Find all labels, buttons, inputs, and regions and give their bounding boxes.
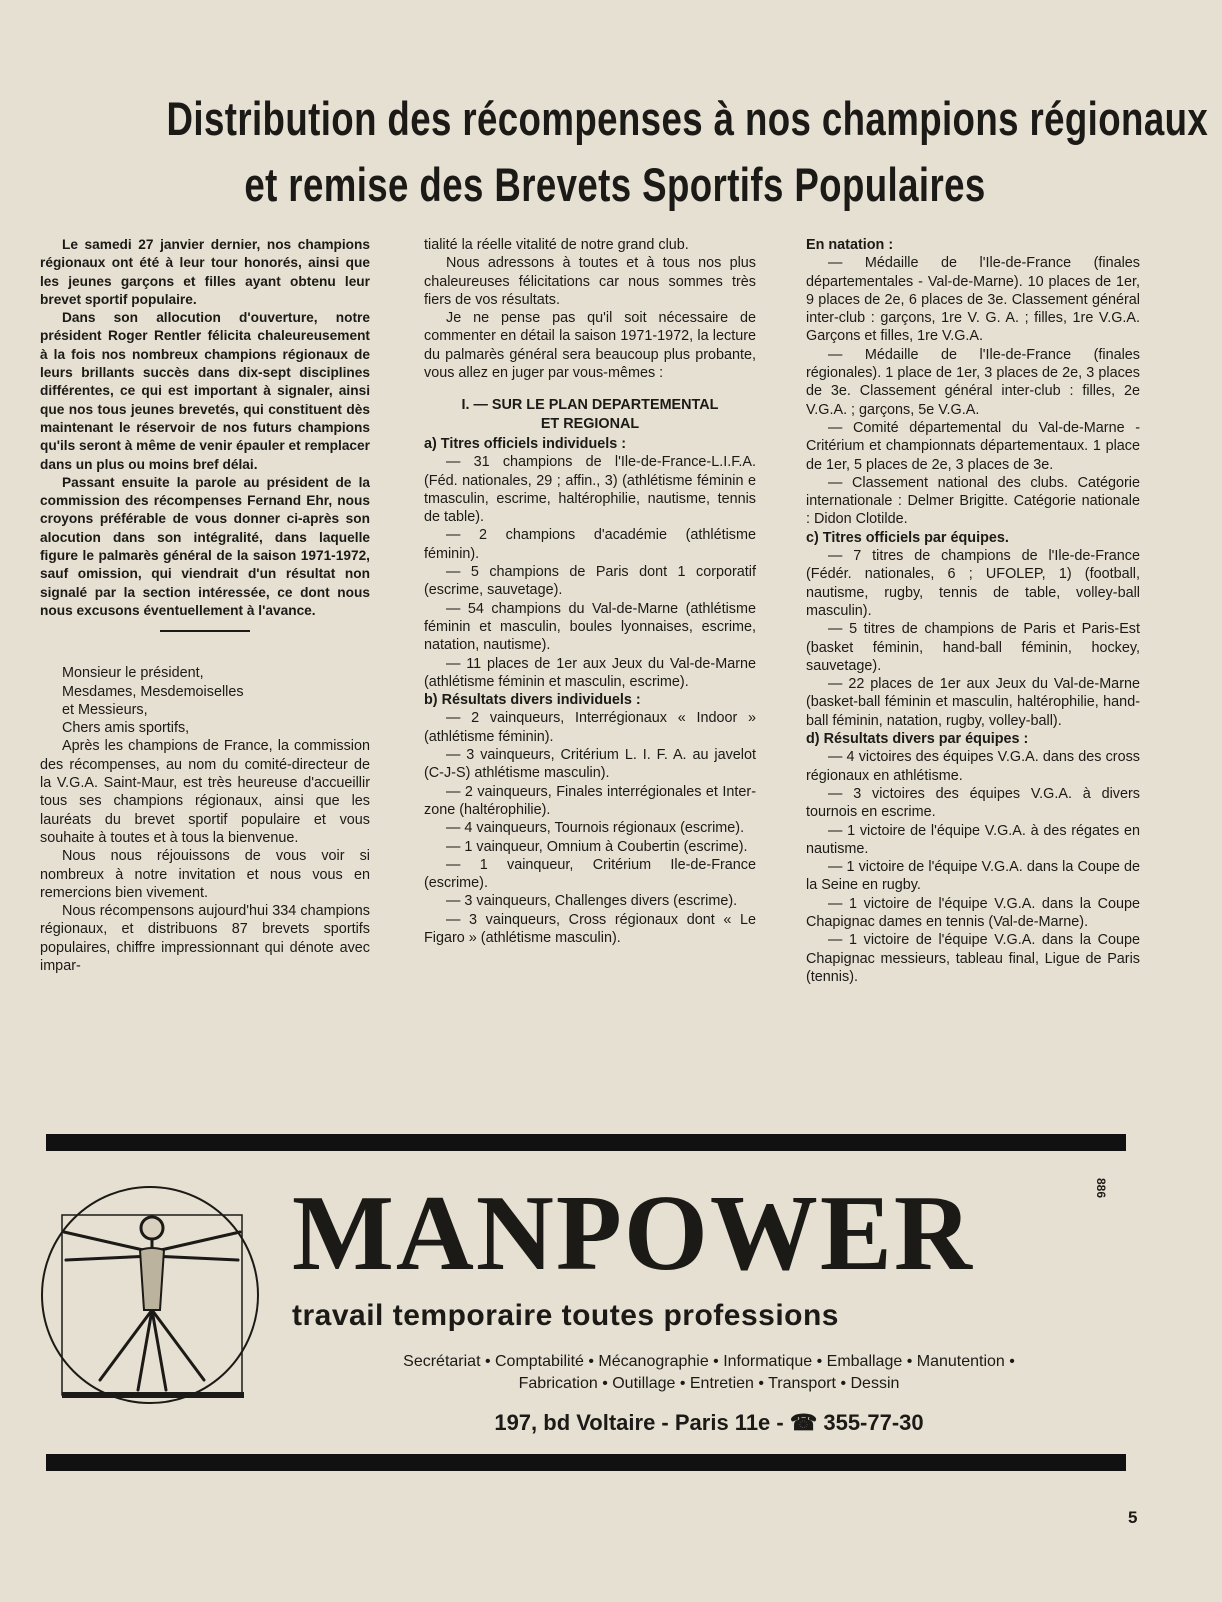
ad-bottom-rule <box>46 1454 1126 1471</box>
intro-paragraph: Passant ensuite la parole au président de la commission des récompenses Fernand Ehr, nous croyons préférable de vous donner ci-après son alocution dans son intégralité, dans laquelle figure le palmarès général de la saison 1971-1972, sauf omission, qui viendrait d'un résultat non signalé par la section intéressée, ce dont nous nous excusons éventuellement à l'avance. <box>40 474 370 618</box>
letter-paragraph: Nous récompensons aujourd'hui 334 champions régionaux, et distribuons 87 brevets sportifs populaires, chiffre impressionnant qui dénote avec impar- <box>40 903 370 974</box>
result-item: — 22 places de 1er aux Jeux du Val-de-Marne (basket-ball féminin et masculin, haltérophilie, hand-ball féminin, natation, rugby, volley-ball). <box>806 676 1140 729</box>
result-item: — 1 victoire de l'équipe V.G.A. dans la Coupe Chapignac messieurs, tableau final, Ligue de Paris (tennis). <box>806 932 1140 985</box>
separator-line <box>160 630 250 632</box>
column-3 <box>806 236 1140 986</box>
result-item: — 1 victoire de l'équipe V.G.A. dans la Coupe de la Seine en rugby. <box>806 859 1140 894</box>
ad-top-rule <box>46 1134 1126 1151</box>
salutation-line: et Messieurs, <box>62 701 148 718</box>
result-item: — 7 titres de champions de l'Ile-de-France (Fédér. nationales, 6 ; UFOLEP, 1) (football, nautisme, rugby, tennis de table, volley-ball masculin). <box>806 548 1140 619</box>
ad-address: 197, bd Voltaire - Paris 11e - ☎ 355-77-30 <box>494 1410 924 1435</box>
result-item: — 2 vainqueurs, Interrégionaux « Indoor » (athlétisme féminin). <box>424 710 756 745</box>
title-line-2: et remise des Brevets Sportifs Populaires <box>244 158 986 211</box>
result-item: — 1 vainqueur, Omnium à Coubertin (escrime). <box>446 838 748 855</box>
result-item: — 54 champions du Val-de-Marne (athlétisme féminin et masculin, boules lyonnaises, escrime, natation, nautisme). <box>424 600 756 654</box>
subsection-heading: a) Titres officiels individuels : <box>424 435 627 452</box>
section-heading-line-2: ET REGIONAL <box>540 415 640 432</box>
subsection-heading: b) Résultats divers individuels : <box>424 692 641 709</box>
salutation-line: Monsieur le président, <box>62 665 204 682</box>
result-item: — Médaille de l'Ile-de-France (finales régionales). 1 place de 1er, 3 places de 2e, 3 places de 3e. Classement général inter-club : filles, 2e V.G.A. ; garçons, 5e V.G.A. <box>806 346 1140 418</box>
intro-paragraph: Dans son allocution d'ouverture, notre président Roger Rentler félicita chaleureusement à la fois nos nombreux champions régionaux de leurs brillants succès dans dix-sept disciplines différentes, ce qui est important à signaler, ainsi que nos tous jeunes brevetés, qui constituent dès maintenant le réservoir de nos futurs champions qu'ils seront à même de venir épauler et remplacer dans un plus ou moins bref délai. <box>40 310 370 472</box>
article-title <box>166 86 1209 218</box>
ad-services-line-1: Secrétariat • Comptabilité • Mécanographie • Informatique • Emballage • Manutention • <box>403 1353 1015 1370</box>
letter-paragraph: tialité la réelle vitalité de notre grand club. <box>424 237 689 253</box>
result-item: — Médaille de l'Ile-de-France (finales départementales - Val-de-Marne). 10 places de 1er, 9 places de 2e, 6 places de 3e. Classement général inter-club : garçons, 1re V. G. A. ; filles, 1re V.G.A. Garçons et filles, 1re V.G.A. <box>806 255 1140 345</box>
ad-tagline: travail temporaire toutes professions <box>292 1299 839 1332</box>
result-item: — 2 champions d'académie (athlétisme féminin). <box>424 527 756 562</box>
column-2 <box>424 236 756 947</box>
letter-paragraph: Je ne pense pas qu'il soit nécessaire de commenter en détail la saison 1971-1972, la lecture du palmarès général sera beaucoup plus probante, vous allez en juger par vous-mêmes : <box>424 310 756 382</box>
salutation-line: Mesdames, Mesdemoiselles <box>62 683 244 700</box>
intro-paragraph: Le samedi 27 janvier dernier, nos champions régionaux ont été à leur tour honorés, ainsi que les jeunes garçons et filles ayant obtenu leur brevet sportif populaire. <box>40 237 370 307</box>
result-item: — 2 vainqueurs, Finales interrégionales et Inter-zone (haltérophilie). <box>424 783 756 818</box>
result-item: — 5 champions de Paris dont 1 corporatif (escrime, sauvetage). <box>424 564 756 599</box>
salutation-line: Chers amis sportifs, <box>62 720 190 737</box>
ad-services <box>292 1351 1126 1395</box>
title-line-1: Distribution des récompenses à nos champions régionaux <box>166 92 1209 145</box>
ad-services-line-2: Fabrication • Outillage • Entretien • Transport • Dessin <box>518 1375 900 1392</box>
result-item: — 4 victoires des équipes V.G.A. dans des cross régionaux en athlétisme. <box>806 749 1140 784</box>
result-item: — 3 vainqueurs, Challenges divers (escrime). <box>446 893 738 910</box>
result-item: — 4 vainqueurs, Tournois régionaux (escrime). <box>446 820 745 837</box>
subsection-heading: En natation : <box>806 237 894 253</box>
result-item: — 3 vainqueurs, Cross régionaux dont « Le Figaro » (athlétisme masculin). <box>424 911 756 946</box>
result-item: — 31 champions de l'Ile-de-France-L.I.F.A. (Féd. nationales, 29 ; affin., 3) (athlétisme féminin e tmasculin, escrime, haltérophilie, nautisme, tennis de table). <box>424 454 756 526</box>
section-heading-line-1: I. — SUR LE PLAN DEPARTEMENTAL <box>461 397 719 414</box>
result-item: — 1 victoire de l'équipe V.G.A. à des régates en nautisme. <box>806 822 1140 857</box>
letter-paragraph: Après les champions de France, la commission des récompenses, au nom du comité-directeur de la V.G.A. Saint-Maur, est très heureuse d'accueillir tous ses champions régionaux, ainsi que les lauréats du brevet sportif populaire et vous souhaite à toutes et à tous la bienvenue. <box>40 738 370 846</box>
result-item: — 3 victoires des équipes V.G.A. à divers tournois en escrime. <box>806 785 1140 821</box>
result-item: — 3 vainqueurs, Critérium L. I. F. A. au javelot (C-J-S) athlétisme masculin). <box>424 747 756 782</box>
column-1 <box>40 236 370 975</box>
ad-brand-name: MANPOWER <box>292 1174 974 1293</box>
vitruvian-man-logo <box>40 1170 270 1410</box>
letter-paragraph: Nous nous réjouissons de vous voir si nombreux à notre invitation et nous vous en remercions bien vivement. <box>40 848 370 901</box>
result-item: — 1 victoire de l'équipe V.G.A. dans la Coupe Chapignac dames en tennis (Val-de-Marne). <box>806 895 1140 930</box>
subsection-heading: c) Titres officiels par équipes. <box>806 529 1009 546</box>
section-heading <box>424 396 756 433</box>
result-item: — 11 places de 1er aux Jeux du Val-de-Marne (athlétisme féminin et masculin, escrime). <box>424 655 756 690</box>
result-item: — 5 titres de champions de Paris et Paris-Est (basket féminin, hand-ball féminin, hockey, sauvetage). <box>806 621 1140 674</box>
result-item: — Comité départemental du Val-de-Marne - Critérium et championnats départementaux. 1 place de 1er, 5 places de 2e, 3 places de 3e. <box>806 419 1140 473</box>
result-item: — Classement national des clubs. Catégorie internationale : Delmer Brigitte. Catégorie nationale : Didon Clotilde. <box>806 474 1140 528</box>
result-item: — 1 vainqueur, Critérium Ile-de-France (escrime). <box>424 856 756 892</box>
subsection-heading: d) Résultats divers par équipes : <box>806 731 1029 748</box>
page-number: 5 <box>1128 1508 1138 1527</box>
letter-paragraph: Nous adressons à toutes et à tous nos plus chaleureuses félicitations car nous sommes très fiers de vos résultats. <box>424 255 756 308</box>
ad-reference-code: 886 <box>1094 1178 1108 1199</box>
